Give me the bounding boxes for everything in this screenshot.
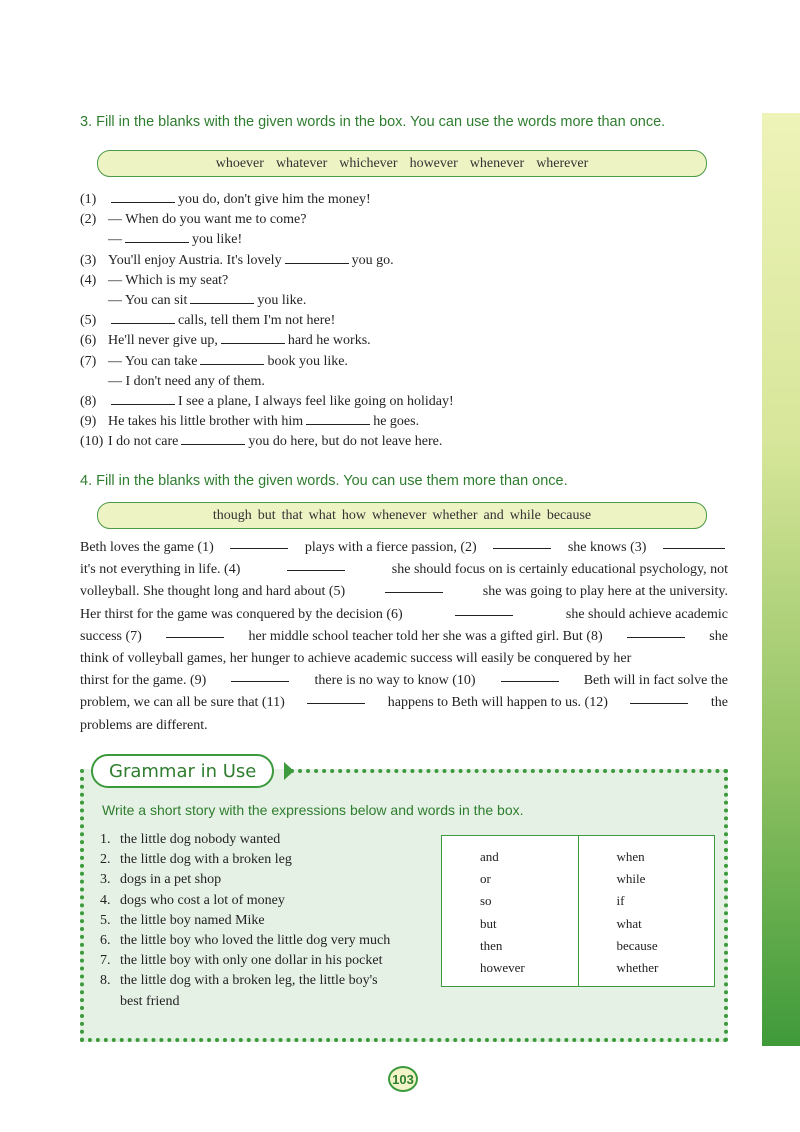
exercise-after: I see a plane, I always feel like going on holiday! bbox=[178, 394, 454, 410]
exercise-text bbox=[108, 251, 394, 271]
grammar-title-arrow-icon bbox=[284, 762, 294, 780]
expression-number: 2. bbox=[100, 852, 111, 868]
exercise-before: I do not care bbox=[108, 434, 179, 450]
exercise-text bbox=[108, 210, 306, 230]
table-word: when bbox=[616, 849, 645, 864]
exercise-text bbox=[108, 291, 306, 311]
expression-text: the little dog with a broken leg bbox=[120, 852, 292, 868]
exercise-number: (8) bbox=[80, 394, 97, 410]
expression-text: the little dog nobody wanted bbox=[120, 832, 281, 847]
section4-passage bbox=[80, 537, 728, 737]
passage-segment: she bbox=[709, 628, 728, 644]
passage-segment: she should focus on is certainly educational psychology, not bbox=[391, 562, 728, 578]
word-option: whenever bbox=[469, 155, 525, 171]
exercise-text bbox=[108, 372, 265, 392]
exercise-before: — You can take bbox=[108, 353, 198, 369]
expression-line bbox=[100, 971, 440, 991]
word-option: wherever bbox=[536, 155, 589, 171]
passage-line bbox=[80, 670, 728, 692]
grammar-top-dotted-border bbox=[290, 769, 728, 773]
word-table-column-1 bbox=[442, 836, 578, 986]
expression-line bbox=[100, 850, 440, 870]
answer-blank bbox=[166, 626, 224, 638]
exercise-after: hard he works. bbox=[287, 333, 371, 349]
exercise-line bbox=[80, 372, 740, 392]
word-option: how bbox=[341, 507, 366, 523]
answer-blank bbox=[111, 312, 175, 324]
section3-word-box bbox=[97, 150, 707, 177]
exercise-number: (7) bbox=[80, 353, 97, 369]
word-option: but bbox=[257, 507, 276, 523]
exercise-before: You'll enjoy Austria. It's lovely bbox=[108, 252, 282, 268]
exercise-line bbox=[80, 352, 740, 372]
answer-blank bbox=[231, 670, 289, 682]
answer-blank bbox=[455, 604, 513, 616]
exercise-line bbox=[80, 311, 740, 331]
table-word: so bbox=[480, 893, 492, 909]
exercise-text bbox=[108, 271, 228, 291]
section3-exercise-list bbox=[80, 190, 740, 453]
passage-segment: she should achieve academic bbox=[565, 606, 728, 622]
page-number: 103 bbox=[388, 1066, 418, 1092]
expression-text: the little dog with a broken leg, the little boy's bbox=[120, 973, 378, 989]
word-option: that bbox=[281, 507, 303, 523]
exercise-line bbox=[80, 432, 740, 452]
expression-line bbox=[100, 992, 440, 1012]
passage-segment: it's not everything in life. (4) bbox=[80, 562, 241, 578]
word-option: and bbox=[483, 507, 504, 523]
grammar-instruction: Write a short story with the expressions below and words in the box. bbox=[102, 802, 524, 818]
passage-segment: she was going to play here at the university. bbox=[482, 584, 728, 600]
answer-blank bbox=[111, 393, 175, 405]
grammar-title: Grammar in Use bbox=[91, 754, 274, 788]
answer-blank bbox=[230, 537, 288, 549]
expression-number: 4. bbox=[100, 892, 111, 908]
exercise-number: (2) bbox=[80, 212, 97, 228]
passage-segment: thirst for the game. (9) bbox=[80, 673, 207, 689]
expression-text: best friend bbox=[120, 993, 180, 1009]
passage-line bbox=[80, 692, 728, 714]
exercise-sentence: — I don't need any of them. bbox=[108, 373, 265, 389]
exercise-number: (3) bbox=[80, 252, 97, 268]
expression-number: 7. bbox=[100, 953, 111, 969]
answer-blank bbox=[627, 626, 685, 638]
answer-blank bbox=[221, 332, 285, 344]
exercise-after: you like! bbox=[192, 232, 243, 248]
exercise-number bbox=[80, 291, 108, 311]
answer-blank bbox=[125, 231, 189, 243]
word-option: whether bbox=[432, 507, 478, 523]
expression-number: 5. bbox=[100, 912, 111, 928]
expression-number: 8. bbox=[100, 973, 111, 989]
exercise-number bbox=[80, 230, 108, 250]
table-word: whether bbox=[616, 960, 659, 976]
passage-segment: her middle school teacher told her she was a gifted girl. But (8) bbox=[248, 628, 603, 644]
exercise-after: calls, tell them I'm not here! bbox=[178, 313, 336, 329]
exercise-text bbox=[108, 392, 454, 412]
word-option: however bbox=[409, 155, 458, 171]
exercise-text bbox=[108, 432, 442, 452]
exercise-number: (5) bbox=[80, 313, 97, 329]
table-word: then bbox=[480, 937, 503, 953]
exercise-after: book you like. bbox=[267, 353, 348, 369]
word-option: what bbox=[308, 507, 336, 523]
passage-segment: problem, we can all be sure that (11) bbox=[80, 695, 285, 711]
passage-segment: Beth loves the game (1) bbox=[80, 540, 214, 555]
passage-line bbox=[80, 604, 728, 626]
passage-segment: Her thirst for the game was conquered by the decision (6) bbox=[80, 606, 403, 622]
word-option: whatever bbox=[275, 155, 328, 171]
passage-line bbox=[80, 626, 728, 648]
exercise-after: he goes. bbox=[373, 414, 420, 430]
answer-blank bbox=[287, 559, 345, 571]
exercise-number bbox=[80, 372, 108, 392]
expression-number: 6. bbox=[100, 933, 111, 949]
table-word: or bbox=[480, 871, 491, 887]
table-word: however bbox=[480, 960, 525, 976]
exercise-line bbox=[80, 291, 740, 311]
exercise-before: He takes his little brother with him bbox=[108, 414, 304, 430]
word-option: though bbox=[212, 507, 252, 523]
passage-segment: she knows (3) bbox=[567, 540, 647, 555]
exercise-text bbox=[108, 190, 371, 210]
answer-blank bbox=[493, 537, 551, 549]
exercise-line bbox=[80, 230, 740, 250]
word-option: because bbox=[546, 507, 592, 523]
exercise-line bbox=[80, 190, 740, 210]
exercise-line bbox=[80, 331, 740, 351]
exercise-line bbox=[80, 271, 740, 291]
word-option: whichever bbox=[339, 155, 398, 171]
table-word: while bbox=[616, 871, 646, 887]
word-option: whoever bbox=[215, 155, 264, 171]
passage-segment: volleyball. She thought long and hard about (5) bbox=[80, 584, 346, 600]
answer-blank bbox=[306, 413, 370, 425]
exercise-text bbox=[108, 352, 348, 372]
table-word: but bbox=[480, 915, 497, 931]
passage-segment: there is no way to know (10) bbox=[314, 673, 476, 689]
exercise-after: you do, don't give him the money! bbox=[178, 192, 371, 207]
exercise-after: you go. bbox=[351, 252, 394, 268]
answer-blank bbox=[285, 252, 349, 264]
table-word: and bbox=[480, 849, 499, 864]
expression-number bbox=[100, 992, 120, 1012]
passage-segment: think of volleyball games, her hunger to achieve academic success will easily be conquered by her bbox=[80, 651, 632, 667]
exercise-number: (6) bbox=[80, 333, 97, 349]
answer-blank bbox=[111, 191, 175, 203]
passage-segment: the bbox=[710, 695, 728, 711]
exercise-sentence: — Which is my seat? bbox=[108, 272, 229, 288]
expression-number: 3. bbox=[100, 872, 111, 888]
exercise-text bbox=[108, 412, 419, 432]
expression-text: the little boy named Mike bbox=[120, 912, 265, 928]
exercise-before: — bbox=[108, 232, 122, 248]
expression-line bbox=[100, 891, 440, 911]
answer-blank bbox=[663, 537, 725, 549]
exercise-number: (9) bbox=[80, 414, 97, 430]
answer-blank bbox=[385, 581, 443, 593]
answer-blank bbox=[630, 692, 688, 704]
expression-text: the little boy who loved the little dog very much bbox=[120, 933, 391, 949]
passage-segment: success (7) bbox=[80, 628, 142, 644]
exercise-number: (4) bbox=[80, 272, 97, 288]
exercise-text bbox=[108, 230, 242, 250]
expression-number: 1. bbox=[100, 832, 111, 847]
exercise-line bbox=[80, 392, 740, 412]
word-table-column-2 bbox=[578, 836, 715, 986]
exercise-number: (10) bbox=[80, 434, 104, 450]
exercise-line bbox=[80, 210, 740, 230]
expression-line bbox=[100, 830, 440, 850]
passage-segment: happens to Beth will happen to us. (12) bbox=[387, 695, 608, 711]
table-word: because bbox=[616, 937, 658, 953]
passage-segment: plays with a fierce passion, (2) bbox=[304, 540, 477, 555]
exercise-sentence: — When do you want me to come? bbox=[108, 212, 307, 228]
passage-segment: problems are different. bbox=[80, 717, 208, 733]
side-color-bar bbox=[762, 113, 800, 1046]
word-option: whenever bbox=[371, 507, 427, 523]
table-word: what bbox=[616, 915, 642, 931]
answer-blank bbox=[200, 353, 264, 365]
passage-line bbox=[80, 559, 728, 581]
grammar-expression-list bbox=[100, 830, 440, 1012]
passage-line bbox=[80, 581, 728, 603]
passage-segment: Beth will in fact solve the bbox=[583, 673, 728, 689]
exercise-text bbox=[108, 311, 335, 331]
grammar-word-table bbox=[441, 835, 715, 987]
answer-blank bbox=[501, 670, 559, 682]
exercise-before: — You can sit bbox=[108, 293, 188, 309]
section4-word-box bbox=[97, 502, 707, 529]
exercise-after: you do here, but do not leave here. bbox=[248, 434, 443, 450]
expression-line bbox=[100, 870, 440, 890]
passage-line bbox=[80, 648, 728, 670]
answer-blank bbox=[181, 433, 245, 445]
word-option: while bbox=[509, 507, 541, 523]
exercise-after: you like. bbox=[257, 293, 307, 309]
table-word: if bbox=[616, 893, 625, 909]
exercise-line bbox=[80, 251, 740, 271]
answer-blank bbox=[190, 292, 254, 304]
expression-line bbox=[100, 911, 440, 931]
expression-line bbox=[100, 931, 440, 951]
exercise-before: He'll never give up, bbox=[108, 333, 218, 349]
passage-line bbox=[80, 715, 728, 737]
exercise-line bbox=[80, 412, 740, 432]
section4-heading: 4. Fill in the blanks with the given words. You can use them more than once. bbox=[80, 473, 568, 489]
section3-heading: 3. Fill in the blanks with the given words in the box. You can use the words more than once. bbox=[80, 114, 666, 130]
expression-text: dogs who cost a lot of money bbox=[120, 892, 285, 908]
exercise-number: (1) bbox=[80, 192, 97, 207]
expression-line bbox=[100, 951, 440, 971]
passage-line bbox=[80, 537, 728, 559]
answer-blank bbox=[307, 692, 365, 704]
expression-text: dogs in a pet shop bbox=[120, 872, 222, 888]
expression-text: the little boy with only one dollar in his pocket bbox=[120, 953, 383, 969]
exercise-text bbox=[108, 331, 371, 351]
